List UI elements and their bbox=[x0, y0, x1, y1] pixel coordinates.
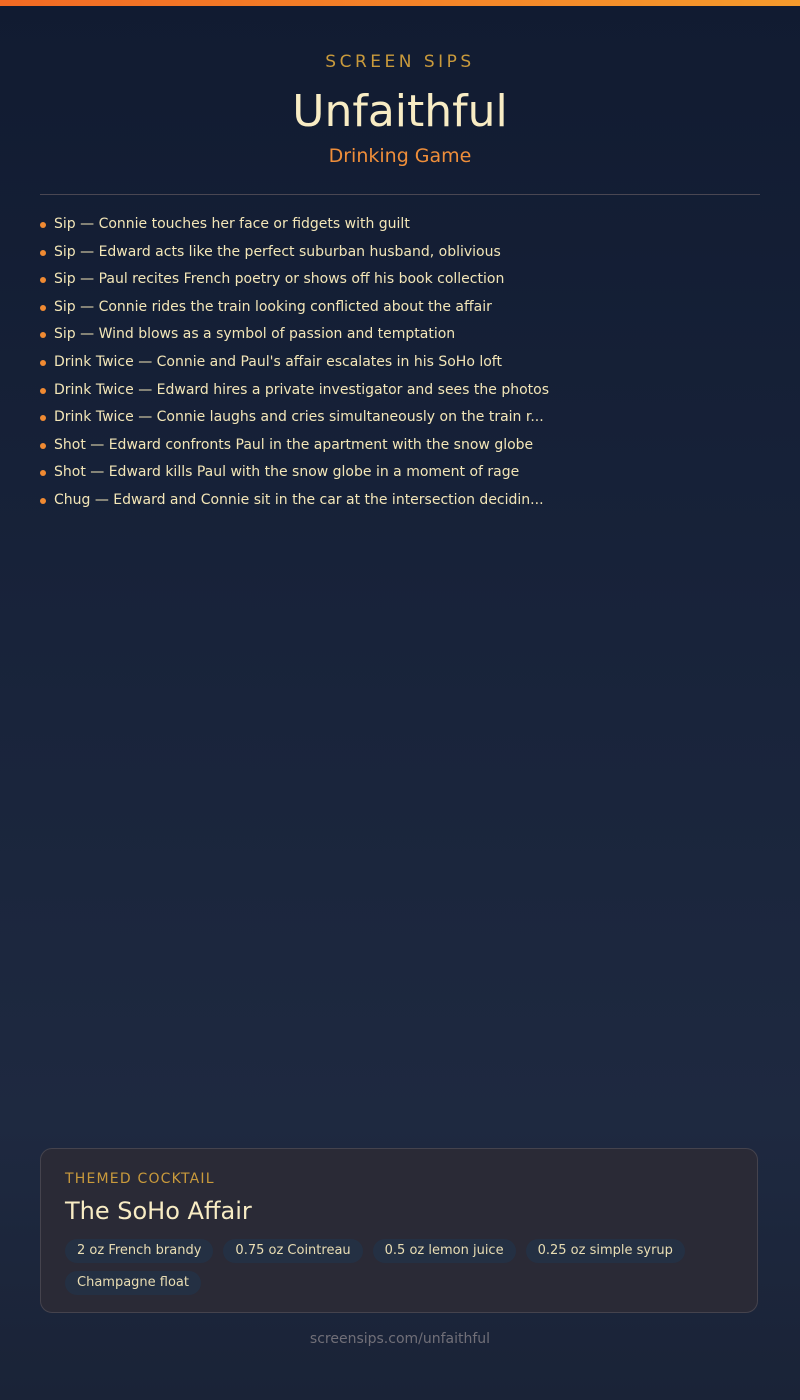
page-subtitle: Drinking Game bbox=[328, 145, 472, 167]
cocktail-name: The SoHo Affair bbox=[65, 1197, 252, 1225]
bullet-dot-icon bbox=[40, 222, 46, 228]
bullet-dot-icon bbox=[40, 277, 46, 283]
bullet-dot-icon bbox=[40, 332, 46, 338]
rules-list bbox=[40, 211, 760, 515]
bullet-dot-icon bbox=[40, 305, 46, 311]
rule-text: Sip — Connie rides the train looking conflicted about the affair bbox=[54, 298, 492, 315]
ingredient-chip: 0.5 oz lemon juice bbox=[373, 1239, 516, 1263]
cocktail-section-label: THEMED COCKTAIL bbox=[65, 1171, 215, 1187]
rule-item bbox=[40, 239, 760, 267]
footer-url[interactable]: screensips.com/unfaithful bbox=[309, 1331, 491, 1347]
rule-text: Shot — Edward kills Paul with the snow globe in a moment of rage bbox=[54, 464, 520, 481]
rule-item bbox=[40, 404, 760, 432]
ingredient-chip: 0.75 oz Cointreau bbox=[223, 1239, 362, 1263]
rule-text: Drink Twice — Connie laughs and cries simultaneously on the train r... bbox=[54, 409, 544, 426]
header-divider bbox=[40, 194, 760, 195]
ingredient-list bbox=[65, 1239, 735, 1295]
rule-item bbox=[40, 432, 760, 460]
bullet-dot-icon bbox=[40, 415, 46, 421]
rule-item bbox=[40, 377, 760, 405]
rule-text: Sip — Wind blows as a symbol of passion and temptation bbox=[54, 326, 456, 343]
bullet-dot-icon bbox=[40, 470, 46, 476]
rule-text: Shot — Edward confronts Paul in the apartment with the snow globe bbox=[54, 436, 534, 453]
bullet-dot-icon bbox=[40, 498, 46, 504]
cocktail-card bbox=[40, 1148, 758, 1313]
page-title: Unfaithful bbox=[292, 86, 508, 137]
rule-item bbox=[40, 211, 760, 239]
bullet-dot-icon bbox=[40, 250, 46, 256]
rule-text: Chug — Edward and Connie sit in the car at the intersection decidin... bbox=[54, 491, 544, 508]
rule-item bbox=[40, 266, 760, 294]
rule-item bbox=[40, 487, 760, 515]
rule-text: Sip — Edward acts like the perfect suburban husband, oblivious bbox=[54, 243, 501, 260]
rule-item bbox=[40, 459, 760, 487]
rule-item bbox=[40, 294, 760, 322]
brand-label: SCREEN SIPS bbox=[325, 52, 475, 72]
rule-item bbox=[40, 349, 760, 377]
rule-item bbox=[40, 321, 760, 349]
ingredient-chip: Champagne float bbox=[65, 1271, 201, 1295]
bullet-dot-icon bbox=[40, 443, 46, 449]
top-accent-bar bbox=[0, 0, 800, 6]
ingredient-chip: 2 oz French brandy bbox=[65, 1239, 213, 1263]
rule-text: Sip — Paul recites French poetry or shows off his book collection bbox=[54, 271, 505, 288]
rule-text: Drink Twice — Connie and Paul's affair escalates in his SoHo loft bbox=[54, 353, 502, 370]
rule-text: Sip — Connie touches her face or fidgets with guilt bbox=[54, 216, 410, 232]
rule-text: Drink Twice — Edward hires a private investigator and sees the photos bbox=[54, 381, 550, 398]
bullet-dot-icon bbox=[40, 360, 46, 366]
ingredient-chip: 0.25 oz simple syrup bbox=[526, 1239, 685, 1263]
bullet-dot-icon bbox=[40, 388, 46, 394]
